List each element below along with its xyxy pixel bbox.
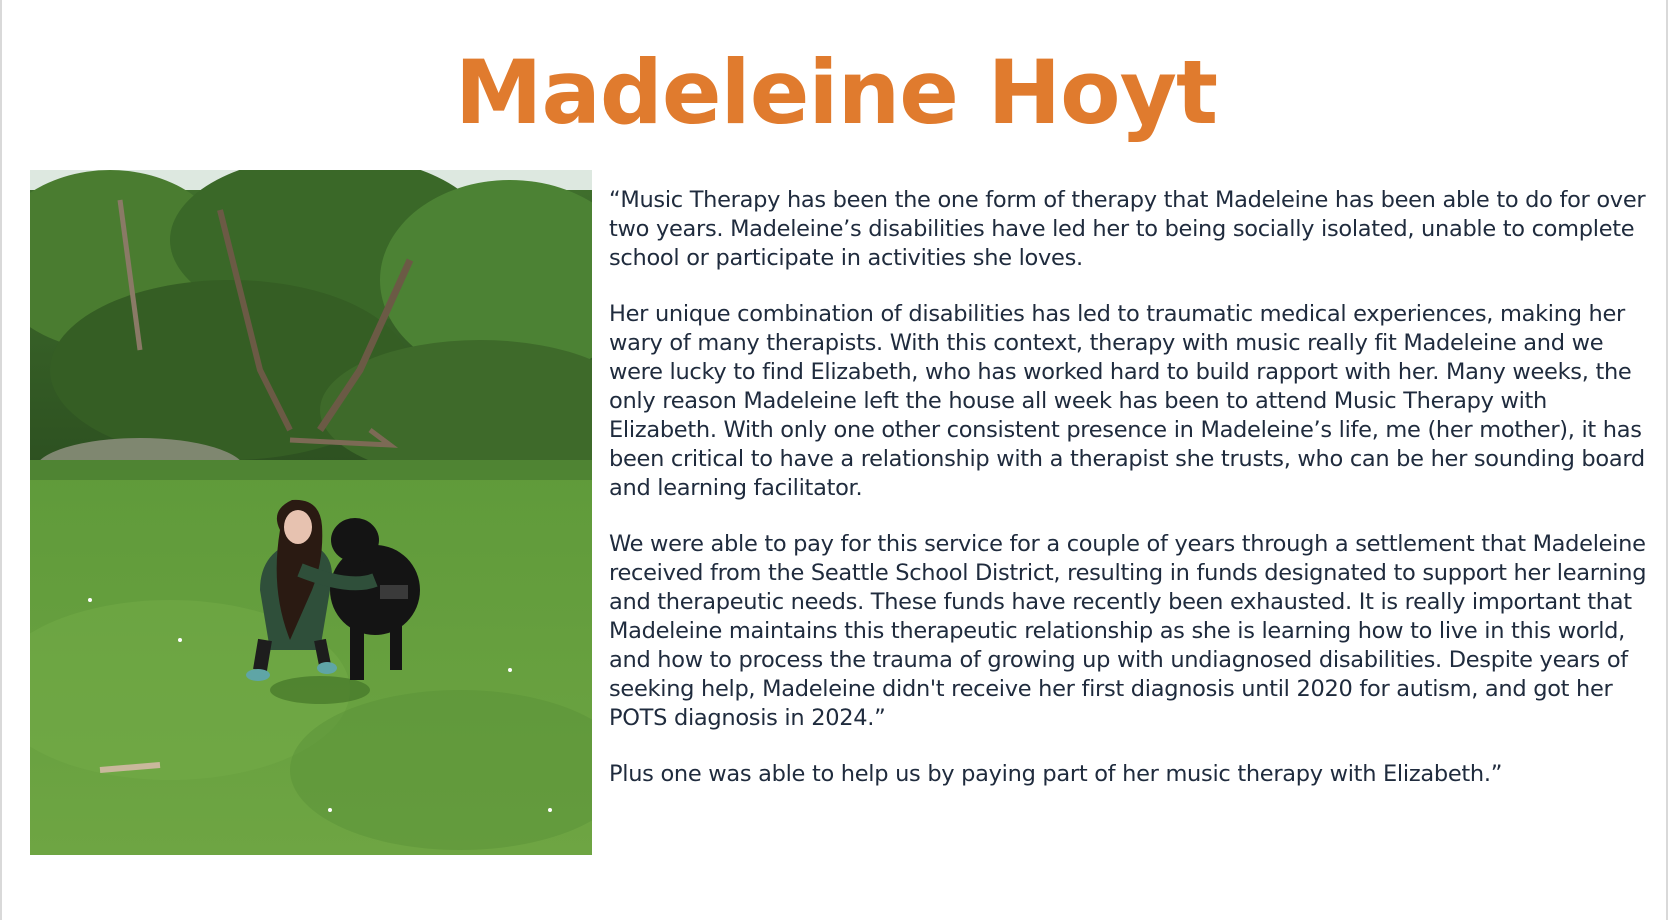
paragraph-3: We were able to pay for this service for a couple of years through a settlement that Madeleine received from the Seattle School District, resulting in funds designated to support her learning and therapeutic needs. These funds have recently been exhausted. It is really important that Madeleine maintains this therapeutic relationship as she is learning how to live in this world, and how to process the trauma of growing up with undiagnosed disabilities. Despite years of seeking help, Madeleine didn't receive her first diagnosis until 2020 for autism, and got her POTS diagnosis in 2024.” xyxy=(609,531,1647,731)
paragraph-4: Plus one was able to help us by paying part of her music therapy with Elizabeth.” xyxy=(609,761,1503,787)
paragraph-2: Her unique combination of disabilities has led to traumatic medical experiences, making her wary of many therapists. With this context, therapy with music really fit Madeleine and we were lucky to find Elizabeth, who has worked hard to build rapport with her. Many weeks, the only reason Madeleine left the house all week has been to attend Music Therapy with Elizabeth. With only one other consistent presence in Madeleine’s life, me (her mother), it has been critical to have a relationship with a therapist she trusts, who can be her sounding board and learning facilitator. xyxy=(609,301,1645,501)
page-title: Madeleine Hoyt xyxy=(454,41,1218,144)
profile-photo xyxy=(30,170,592,855)
paragraph-1: “Music Therapy has been the one form of therapy that Madeleine has been able to do for over two years. Madeleine’s disabilities have led her to being socially isolated, unable to complete school or participate in activities she loves. xyxy=(609,187,1646,271)
quote-text xyxy=(609,186,1659,816)
